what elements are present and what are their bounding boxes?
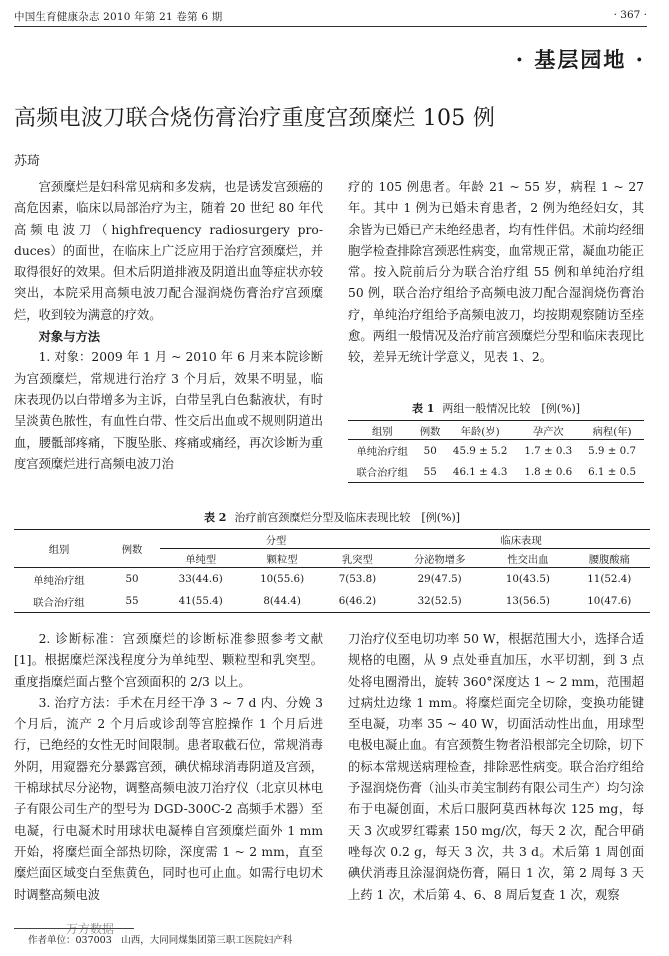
methods-heading: 对象与方法 — [38, 329, 101, 345]
page-number: · 367 · — [613, 9, 647, 21]
right-column-top — [348, 177, 644, 369]
table2-cell: 41(55.4) — [178, 595, 223, 607]
table2-subheader: 分泌物增多 — [392, 549, 487, 568]
table2-header-type: 分型 — [160, 530, 392, 549]
table2-cell: 13(56.5) — [505, 595, 550, 607]
table2-cell: 10(43.5) — [505, 573, 550, 585]
subjects-continued: 疗的 105 例患者。年龄 21 ~ 55 岁，病程 1 ~ 27 年。其中 1 例为已婚未育患者，2 例为绝经妇女，其余皆为已婚已产未绝经患者，均有性伴侣。术前均经细胞学检查排除宫颈恶性病变，血常规正常，凝血功能正常。按入院前后分为联合治疗组 55 例和单纯治疗组 50 例，联合治疗组给予高频电波刀配合湿润烧伤膏治疗，单纯治疗组给予高频电波刀，均按期观察随访至痊愈。两组一般情况及治疗前宫颈糜烂分型和临床表现比较，差异无统计学意义，见表 1、2。 — [348, 180, 644, 365]
table-row — [348, 440, 644, 462]
table1-cell: 6.1 ± 0.5 — [588, 465, 637, 478]
table1-cell: 5.9 ± 0.7 — [588, 444, 637, 457]
table-row — [14, 568, 650, 591]
table2-cell: 50 — [125, 573, 139, 585]
watermark: 万方数据 — [66, 922, 115, 936]
table2-subheader: 颗粒型 — [241, 549, 322, 568]
table1-header: 例数 — [417, 421, 444, 440]
left-column-top — [14, 177, 323, 475]
footnote-rule — [14, 928, 134, 929]
table2-cell: 6(46.2) — [338, 595, 377, 607]
table1-caption-text: 两组一般情况比较 [例(%)] — [442, 402, 581, 415]
table2-cell: 联合治疗组 — [33, 596, 85, 609]
table2-cell: 7(53.8) — [338, 573, 377, 585]
treatment-continued: 刀治疗仪至电切功率 50 W，根据范围大小，选择合适规格的电圈，从 9 点处垂直加压，水平切割，到 3 点处将电圈滑出，旋转 360°深度达 1 ~ 2 mm，范围超过病灶边缘 1 mm。将糜烂面完全切除，变换功能键至电凝，功率 35 ~ 40 W，切面活动性出血，用球型电极电凝止血。有宫颈赘生物者沿根部完全切除，切下的标本常规送病理检查，排除恶性病变。联合治疗组给予湿润烧伤膏（汕头市美宝制药有限公司生产）均匀涂布于电凝创面，术后口服阿莫西林每次 125 mg，每天 3 次或罗红霉素 150 mg/次，每天 2 次，配合甲硝唑每次 0.2 g，每天 3 次，共 3 d。术后第 1 周创面碘伏消毒且涂湿润烧伤膏，隔日 1 次，第 2 周每 3 天上药 1 次，术后第 4、6、8 周后复查 1 次，观察 — [348, 632, 644, 902]
table2-subheader: 乳突型 — [323, 549, 392, 568]
table1-cell: 45.9 ± 5.2 — [452, 444, 508, 457]
author-affiliation-footnote: 作者单位：037003 山西，大同同煤集团第三职工医院妇产科 — [28, 935, 293, 946]
table2-caption — [14, 509, 650, 525]
table1-cell: 1.8 ± 0.6 — [524, 465, 573, 478]
left-column-bottom — [14, 629, 323, 906]
table2-header-count: 例数 — [104, 530, 160, 568]
table2-header-group: 组别 — [14, 530, 104, 568]
article-title: 高频电波刀联合烧伤膏治疗重度宫颈糜烂 105 例 — [14, 106, 496, 131]
table-row — [348, 461, 644, 483]
table1-header: 孕产次 — [516, 421, 580, 440]
table1-cell: 46.1 ± 4.3 — [452, 465, 508, 478]
table1-header: 组别 — [348, 421, 417, 440]
table2-subheader: 性交出血 — [487, 549, 568, 568]
table2-cell: 11(52.4) — [587, 573, 632, 585]
table1-cell: 55 — [423, 465, 437, 478]
table2-caption-text: 治疗前宫颈糜烂分型及临床表现比较 [例(%)] — [234, 511, 461, 524]
subjects-paragraph: 1. 对象：2009 年 1 月 ~ 2010 年 6 月来本院诊断为宫颈糜烂，常规进行治疗 3 个月后，效果不明显，临床表现仍以白带增多为主诉，白带呈乳白色黏液状，有时呈淡黄色脓性，有血性白带、性交后出血或不规则阴道出血，腰骶部疼痛，下腹坠胀、疼痛或痛经，再次诊断为重度宫颈糜烂进行高频电波刀治 — [14, 350, 323, 471]
table1-cell: 1.7 ± 0.3 — [524, 444, 573, 457]
table2 — [14, 529, 650, 613]
table2-cell: 10(47.6) — [587, 595, 632, 607]
table2-cell: 10(55.6) — [260, 573, 305, 585]
table1-caption — [348, 400, 644, 416]
author: 苏琦 — [14, 154, 41, 169]
table2-header-clinical: 临床表现 — [392, 530, 650, 549]
table1-label: 表 1 — [411, 402, 435, 415]
table1 — [348, 420, 644, 483]
table2-cell: 32(52.5) — [417, 595, 462, 607]
table-row — [14, 590, 650, 613]
table2-subheader: 腰腹酸痛 — [569, 549, 650, 568]
table1-cell: 50 — [423, 444, 437, 457]
right-column-bottom — [348, 629, 644, 906]
table2-cell: 单纯治疗组 — [33, 574, 85, 587]
section-title: · 基层园地 · — [515, 47, 645, 72]
treatment-paragraph: 3. 治疗方法：手术在月经干净 3 ~ 7 d 内、分娩 3 个月后，流产 2 个月后或诊刮等宫腔操作 1 个月后进行，已绝经的女性无时间限制。患者取截石位，常规消毒外阴，用窥器充分暴露宫颈，碘伏棉球消毒阴道及宫颈，干棉球拭尽分泌物，调整高频电波刀治疗仪（北京贝林电子有限公司生产的型号为 DGD-300C-2 高频手术器）至电凝，行电凝术时用球状电凝棒自宫颈糜烂面外 1 mm 开始，将糜烂面全部热切除，深度需 1 ~ 2 mm，直至糜烂面区域变白至焦黄色，同时也可止血。如需行电切术时调整高频电波 — [14, 695, 323, 902]
table1-header: 病程(年) — [580, 421, 644, 440]
table2-label: 表 2 — [203, 511, 227, 524]
table2-cell: 29(47.5) — [417, 573, 462, 585]
table2-subheader: 单纯型 — [160, 549, 241, 568]
table2-cell: 8(44.4) — [263, 595, 301, 607]
table2-cell: 55 — [125, 595, 139, 607]
table1-header: 年龄(岁) — [444, 421, 517, 440]
table2-cell: 33(44.6) — [178, 573, 223, 585]
intro-paragraph: 宫颈糜烂是妇科常见病和多发病，也是诱发宫颈癌的高危因素，临床以局部治疗为主，随着 20 世纪 80 年代高频电波刀（highfrequency radiosurgery pro- duces）的面世，在临床上广泛应用于治疗宫颈糜烂，并取得很好的效果。但术后阴道排液及阴道出血等症状亦较突出，本院采用高频电波刀配合湿润烧伤膏治疗宫颈糜烂，收到较为满意的疗效。 — [14, 180, 323, 322]
diagnosis-paragraph: 2. 诊断标准：宫颈糜烂的诊断标准参照参考文献[1]。根据糜烂深浅程度分为单纯型、颗粒型和乳突型。重度指糜烂面占整个宫颈面积的 2/3 以上。 — [14, 632, 323, 689]
header-rule — [14, 26, 647, 27]
table1-cell: 联合治疗组 — [356, 467, 408, 479]
table1-cell: 单纯治疗组 — [356, 446, 408, 458]
journal-header: 中国生育健康杂志 2010 年第 21 卷第 6 期 — [14, 11, 223, 23]
